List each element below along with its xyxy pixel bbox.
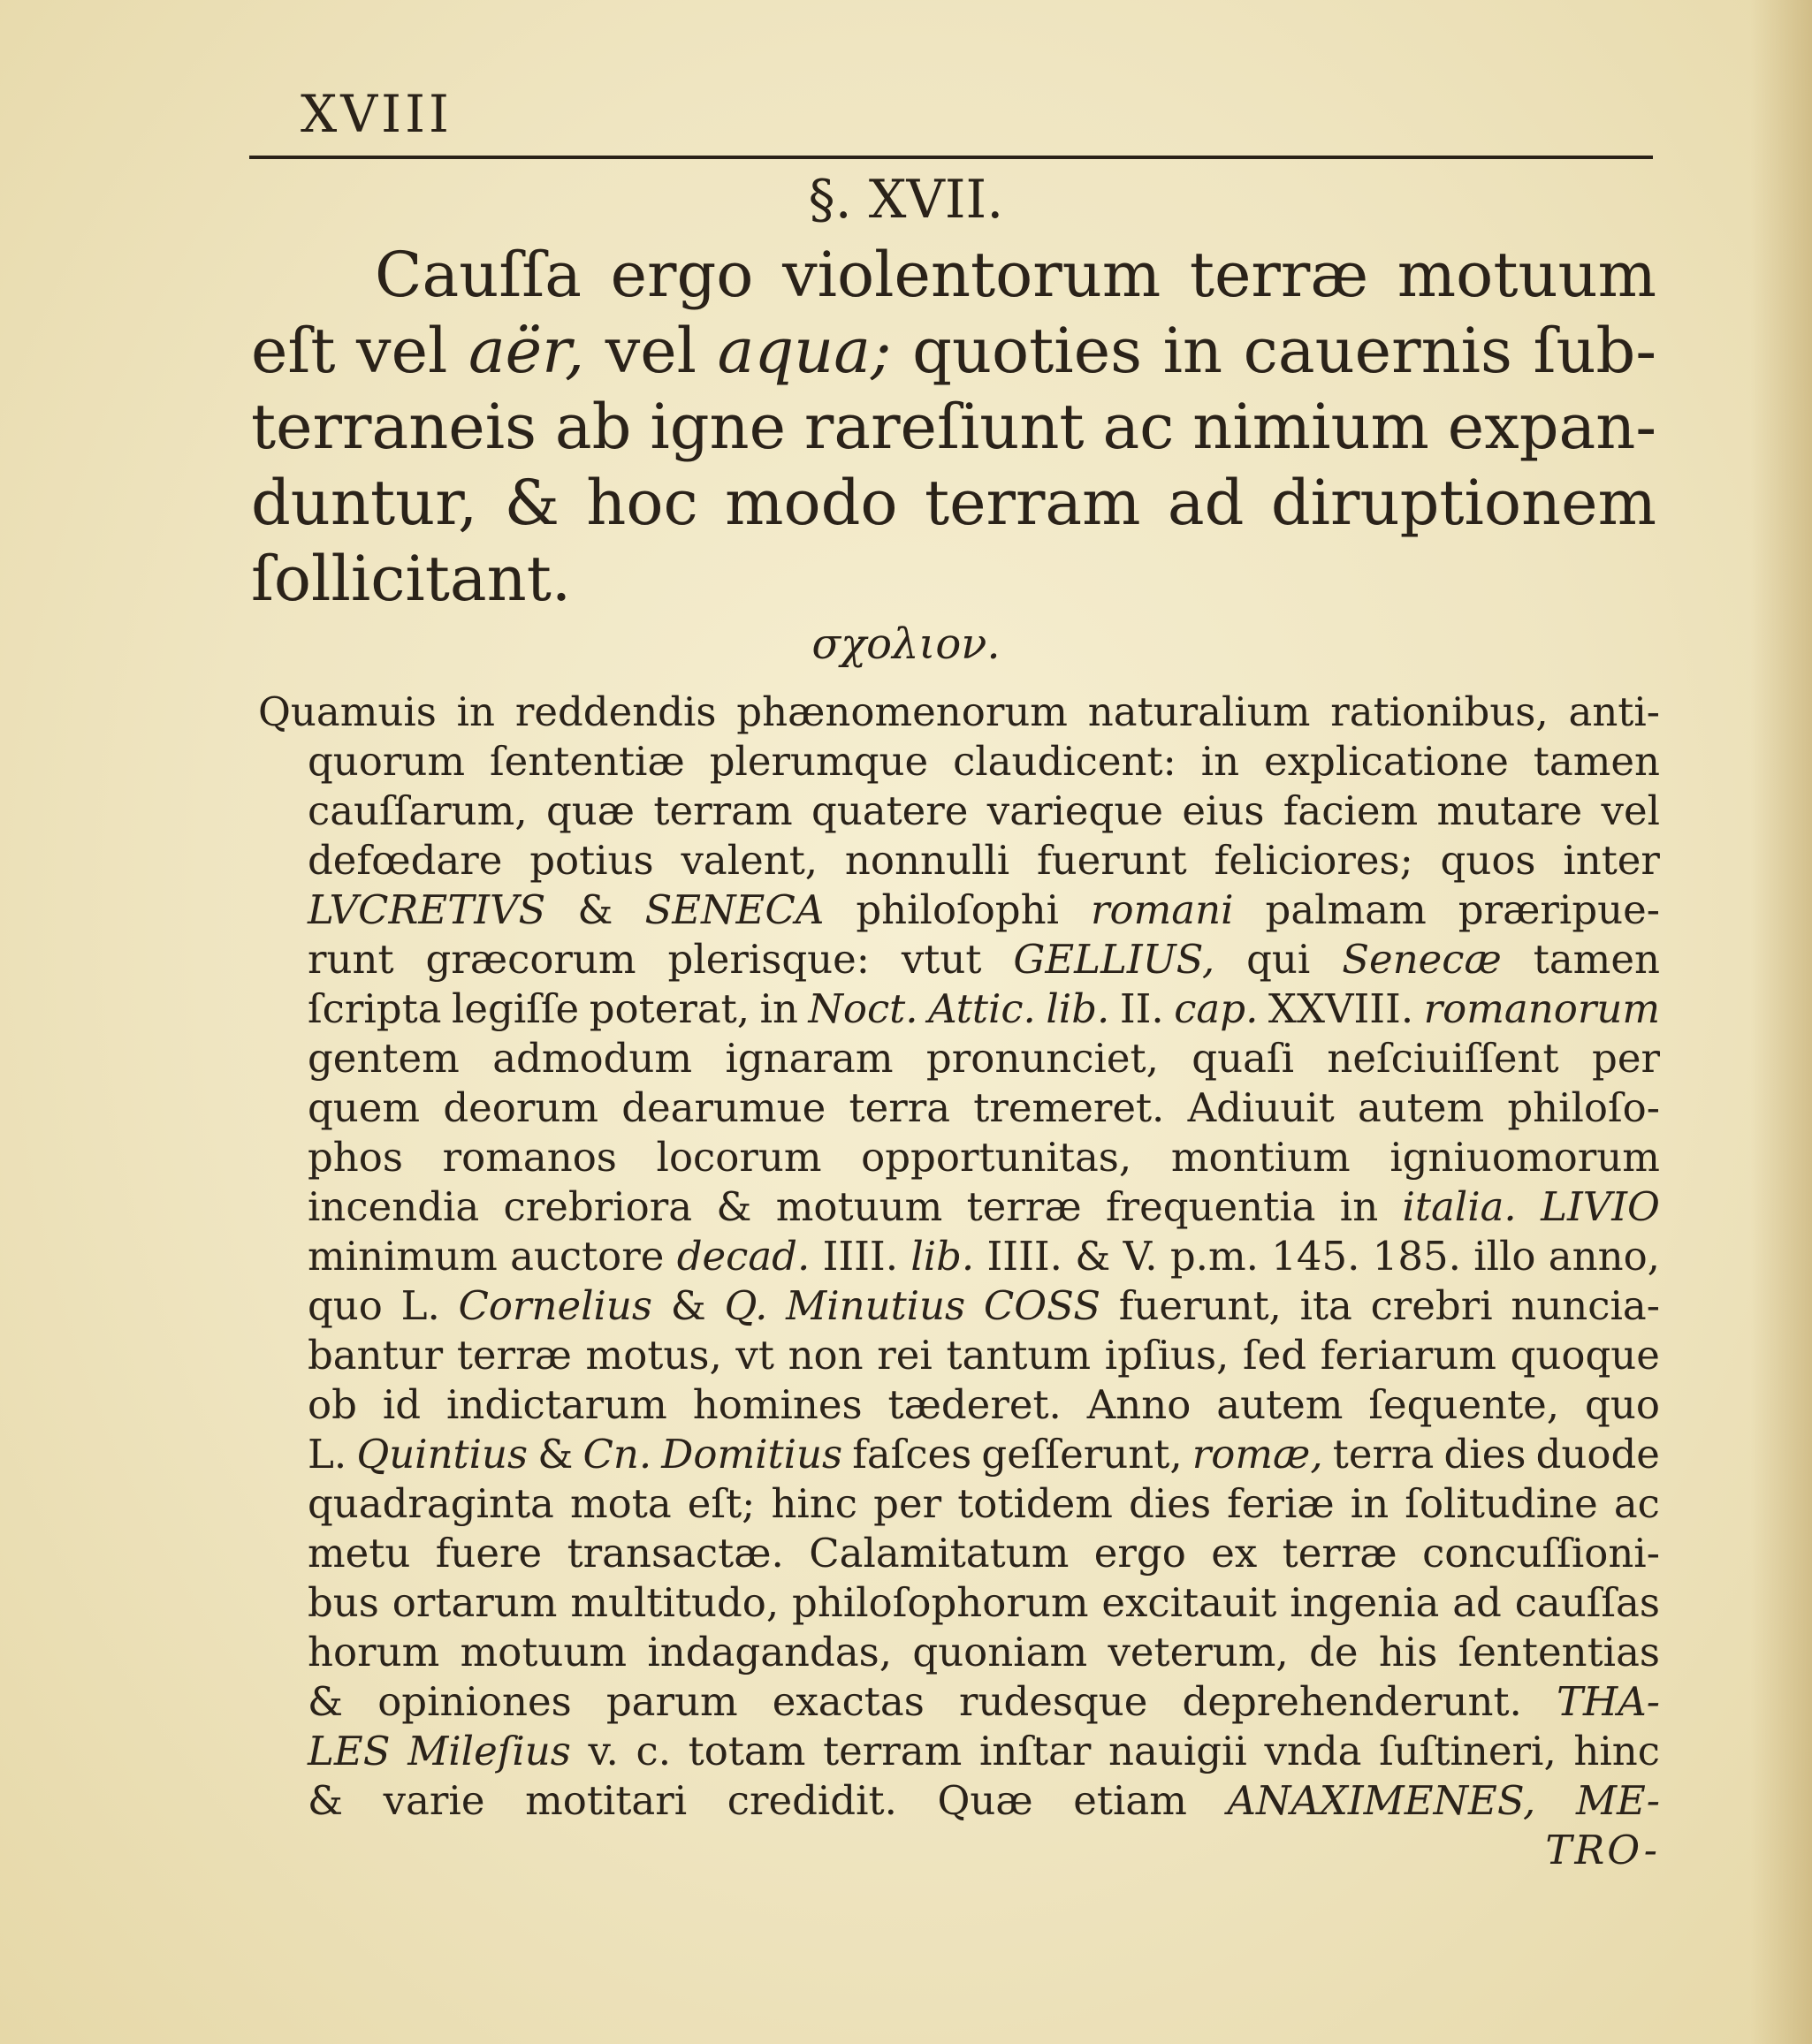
word: quo xyxy=(1585,1381,1660,1428)
word: & xyxy=(308,1777,344,1824)
word: tamen xyxy=(1533,936,1660,983)
word: philoſophi xyxy=(856,886,1059,933)
word: eſt xyxy=(251,315,336,387)
proposition-line xyxy=(251,541,1656,617)
word: terraneis xyxy=(251,391,537,463)
word: gentem xyxy=(308,1035,460,1082)
catchword: TRO- xyxy=(1545,1827,1660,1873)
body-line xyxy=(258,1479,1660,1529)
word: terræ xyxy=(456,1332,572,1379)
word: quoque xyxy=(1510,1332,1660,1379)
italic-word: Minutius xyxy=(786,1282,966,1329)
word: Quæ xyxy=(937,1777,1033,1824)
italic-word: romanorum xyxy=(1423,985,1660,1032)
word: ad xyxy=(1167,467,1245,539)
italic-word: Mileſius xyxy=(407,1728,571,1774)
word: terræ xyxy=(966,1183,1082,1230)
word: præripue- xyxy=(1458,886,1660,933)
word: faſces xyxy=(852,1431,972,1478)
body-line xyxy=(258,1232,1660,1281)
word: crebriora xyxy=(503,1183,693,1230)
word: ergo xyxy=(1093,1530,1186,1577)
word: geſſerunt, xyxy=(981,1431,1183,1478)
word: & xyxy=(308,1678,344,1725)
word: concuſſioni- xyxy=(1422,1530,1660,1577)
italic-word: Domitius xyxy=(661,1431,843,1478)
body-line xyxy=(258,1331,1660,1380)
body-line xyxy=(258,984,1660,1034)
word: vel xyxy=(1601,787,1660,834)
word: illo xyxy=(1473,1233,1536,1280)
word: quos xyxy=(1440,837,1536,884)
word: IIII. xyxy=(986,1233,1062,1280)
word: motuum xyxy=(775,1183,943,1230)
word: crebri xyxy=(1370,1282,1493,1329)
word: quatere xyxy=(811,787,969,834)
word: motus, xyxy=(585,1332,722,1379)
word: deorum xyxy=(443,1084,599,1131)
word: & xyxy=(670,1282,706,1329)
italic-word: Q. xyxy=(724,1282,768,1329)
word: vel xyxy=(605,315,697,387)
word: admodum xyxy=(492,1035,693,1082)
italic-word: romæ, xyxy=(1192,1431,1323,1478)
body-line xyxy=(258,1380,1660,1430)
word: terram xyxy=(924,467,1141,539)
word: & xyxy=(504,467,560,539)
word: fuerunt xyxy=(1036,837,1187,884)
word: defœdare xyxy=(308,837,503,884)
word: ſententias xyxy=(1458,1629,1660,1675)
italic-word: Attic. xyxy=(928,985,1036,1032)
word: in xyxy=(456,688,496,735)
word: 185. xyxy=(1372,1233,1461,1280)
word: inſtar xyxy=(978,1728,1092,1774)
body-line xyxy=(258,1529,1660,1578)
word: non xyxy=(788,1332,864,1379)
word: v. xyxy=(588,1728,619,1774)
word: ſollicitant. xyxy=(251,543,572,615)
word: faciem xyxy=(1283,787,1419,834)
word: II. xyxy=(1119,985,1164,1032)
word: bus xyxy=(308,1579,379,1626)
word: tremeret. xyxy=(973,1084,1165,1131)
word: fuere xyxy=(435,1530,543,1577)
body-line xyxy=(258,935,1660,984)
italic-word: GELLIUS, xyxy=(1013,936,1215,983)
word: p.m. xyxy=(1169,1233,1259,1280)
word: per xyxy=(1592,1035,1660,1082)
word: opportunitas, xyxy=(861,1134,1132,1181)
word: violentorum xyxy=(782,239,1161,311)
proposition-line xyxy=(251,389,1656,465)
word: neſciuiſſent xyxy=(1327,1035,1559,1082)
word: ortarum xyxy=(392,1579,558,1626)
word: terram xyxy=(823,1728,963,1774)
body-line xyxy=(258,1281,1660,1331)
italic-word: Senecæ xyxy=(1342,936,1502,983)
word: & xyxy=(577,886,613,933)
word: quem xyxy=(308,1084,421,1131)
word: igniuomorum xyxy=(1389,1134,1660,1181)
word: vel xyxy=(356,315,448,387)
word: feriarum xyxy=(1320,1332,1496,1379)
word: tæderet. xyxy=(887,1381,1062,1428)
word: nuncia- xyxy=(1511,1282,1660,1329)
word: pronunciet, xyxy=(925,1035,1159,1082)
word: ergo xyxy=(610,239,754,311)
body-line xyxy=(258,1727,1660,1776)
scholion-title: σχολιον. xyxy=(811,619,1001,669)
word: cauernis xyxy=(1243,315,1512,387)
word: valent, xyxy=(681,837,818,884)
proposition-text xyxy=(251,237,1656,617)
word: ab xyxy=(554,391,632,463)
word: terræ xyxy=(1189,239,1369,311)
word: rudesque xyxy=(958,1678,1148,1725)
word: naturalium xyxy=(1087,688,1311,735)
word: feliciores; xyxy=(1214,837,1413,884)
word: in xyxy=(759,985,798,1032)
italic-word: aqua; xyxy=(717,315,892,387)
scholion-body xyxy=(258,688,1660,1875)
word: motitari xyxy=(525,1777,688,1824)
word: & xyxy=(1075,1233,1111,1280)
word: ac xyxy=(1102,391,1175,463)
body-line xyxy=(258,1034,1660,1083)
word: duode xyxy=(1535,1431,1660,1478)
word: in xyxy=(1350,1480,1389,1527)
word: nauigii xyxy=(1108,1728,1247,1774)
italic-word: COSS xyxy=(983,1282,1101,1329)
word: ingenia xyxy=(1290,1579,1440,1626)
word: de xyxy=(1309,1629,1359,1675)
word: montium xyxy=(1170,1134,1351,1181)
body-line xyxy=(258,1182,1660,1232)
word: & xyxy=(537,1431,574,1478)
body-line xyxy=(258,1430,1660,1479)
word: quoniam xyxy=(912,1629,1088,1675)
word: modo xyxy=(725,467,898,539)
word: plerisque: xyxy=(667,936,870,983)
word: tamen xyxy=(1533,738,1660,785)
word: his xyxy=(1378,1629,1438,1675)
italic-word: LES xyxy=(308,1728,391,1774)
word: diruptionem xyxy=(1270,467,1656,539)
body-line xyxy=(258,1133,1660,1182)
word: vnda xyxy=(1264,1728,1362,1774)
word: ſcripta xyxy=(308,985,442,1032)
word: Cauſſa xyxy=(375,239,582,311)
word: exactas xyxy=(772,1678,925,1725)
italic-word: LVCRETIVS xyxy=(308,886,546,933)
word: bantur xyxy=(308,1332,444,1379)
body-line xyxy=(258,1776,1660,1826)
word: quoties xyxy=(912,315,1143,387)
word: fuerunt, xyxy=(1118,1282,1282,1329)
word: Quamuis xyxy=(258,688,437,735)
italic-word: Quintius xyxy=(356,1431,529,1478)
word: potius xyxy=(529,837,654,884)
word: transactæ. xyxy=(567,1530,784,1577)
italic-word: aër, xyxy=(468,315,585,387)
word: legiſſe xyxy=(452,985,580,1032)
word: claudicent: xyxy=(953,738,1176,785)
word: credidit. xyxy=(727,1777,897,1824)
word: L. xyxy=(400,1282,440,1329)
word: terra xyxy=(1332,1431,1435,1478)
word: excitauit xyxy=(1101,1579,1277,1626)
italic-word: Cn. xyxy=(582,1431,652,1478)
italic-word: lib. xyxy=(1046,985,1110,1032)
word: cauſſarum, xyxy=(308,787,528,834)
word: L. xyxy=(308,1431,347,1478)
word: runt xyxy=(308,936,394,983)
word: in xyxy=(1339,1183,1379,1230)
word: XXVIII. xyxy=(1268,985,1414,1032)
word: opiniones xyxy=(377,1678,572,1725)
word: rareſiunt xyxy=(803,391,1085,463)
word: Anno xyxy=(1086,1381,1192,1428)
word: ſuſtineri, xyxy=(1379,1728,1557,1774)
word: tantum xyxy=(946,1332,1092,1379)
word: philoſo- xyxy=(1507,1084,1660,1131)
word: ſolitudine xyxy=(1405,1480,1598,1527)
word: explicatione xyxy=(1264,738,1509,785)
word: deprehenderunt. xyxy=(1182,1678,1522,1725)
word: anno, xyxy=(1548,1233,1660,1280)
italic-word: italia. xyxy=(1402,1183,1517,1230)
word: expan- xyxy=(1447,391,1656,463)
word: parum xyxy=(605,1678,738,1725)
word: philoſophorum xyxy=(792,1579,1089,1626)
page-number: XVIII xyxy=(301,84,453,144)
word: varie xyxy=(383,1777,485,1824)
word: locorum xyxy=(656,1134,822,1181)
word: per xyxy=(873,1480,942,1527)
word: nimium xyxy=(1192,391,1429,463)
word: terræ xyxy=(1282,1530,1397,1577)
word: Calamitatum xyxy=(809,1530,1070,1577)
word: ad xyxy=(1452,1579,1502,1626)
body-line xyxy=(258,836,1660,885)
body-line xyxy=(258,1578,1660,1628)
word: autem xyxy=(1216,1381,1344,1428)
word: hoc xyxy=(586,467,698,539)
word: feriæ xyxy=(1227,1480,1335,1527)
body-lines xyxy=(258,688,1660,1826)
word: palmam xyxy=(1265,886,1427,933)
word: ob xyxy=(308,1381,357,1428)
word: ſententiæ xyxy=(490,738,685,785)
italic-word: Cornelius xyxy=(458,1282,652,1329)
word: plerumque xyxy=(709,738,929,785)
italic-word: lib. xyxy=(910,1233,975,1280)
word: inter xyxy=(1563,837,1660,884)
word: hinc xyxy=(771,1480,858,1527)
word: anti- xyxy=(1568,688,1660,735)
italic-word: SENECA xyxy=(644,886,825,933)
word: ſub- xyxy=(1533,315,1656,387)
word: poterat, xyxy=(589,985,750,1032)
body-line xyxy=(258,1628,1660,1677)
word: motuum xyxy=(460,1629,628,1675)
italic-word: cap. xyxy=(1174,985,1259,1032)
word: græcorum xyxy=(425,936,636,983)
word: terra xyxy=(849,1084,951,1131)
word: Adiuuit xyxy=(1187,1084,1335,1131)
proposition-line xyxy=(251,465,1656,541)
word: veterum, xyxy=(1108,1629,1289,1675)
body-line xyxy=(258,1083,1660,1133)
body-line xyxy=(258,885,1660,935)
word: quo xyxy=(308,1282,383,1329)
word: rationibus, xyxy=(1330,688,1549,735)
word: phænomenorum xyxy=(736,688,1068,735)
word: terram xyxy=(653,787,793,834)
italic-word: decad. xyxy=(676,1233,811,1280)
word: igne xyxy=(650,391,787,463)
word: mota xyxy=(569,1480,672,1527)
body-line xyxy=(258,737,1660,786)
italic-word: ANAXIMENES, xyxy=(1227,1777,1536,1824)
word: rei xyxy=(877,1332,933,1379)
word: vtut xyxy=(901,936,982,983)
word: multitudo, xyxy=(570,1579,780,1626)
word: eius xyxy=(1182,787,1265,834)
word: qui xyxy=(1246,936,1311,983)
word: phos xyxy=(308,1134,403,1181)
body-line xyxy=(258,688,1660,737)
word: id xyxy=(382,1381,422,1428)
word: motuum xyxy=(1397,239,1656,311)
word: quaſi xyxy=(1192,1035,1294,1082)
word: 145. xyxy=(1271,1233,1360,1280)
word: ipſius, xyxy=(1104,1332,1230,1379)
word: indictarum xyxy=(445,1381,667,1428)
word: autem xyxy=(1357,1084,1485,1131)
word: ſequente, xyxy=(1368,1381,1560,1428)
word: metu xyxy=(308,1530,411,1577)
section-heading: §. XVII. xyxy=(808,169,1004,231)
word: cauſſas xyxy=(1514,1579,1660,1626)
word: indagandas, xyxy=(647,1629,893,1675)
word: totam xyxy=(688,1728,806,1774)
word: ac xyxy=(1613,1480,1660,1527)
word: totidem xyxy=(957,1480,1113,1527)
word: homines xyxy=(692,1381,863,1428)
proposition-line xyxy=(251,237,1656,313)
word: dies xyxy=(1443,1431,1526,1478)
italic-word: THA- xyxy=(1556,1678,1660,1725)
italic-word: ME- xyxy=(1575,1777,1660,1824)
italic-word: LIVIO xyxy=(1541,1183,1660,1230)
word: & xyxy=(716,1183,752,1230)
word: auctore xyxy=(510,1233,665,1280)
word: horum xyxy=(308,1629,440,1675)
word: in xyxy=(1200,738,1240,785)
word: quorum xyxy=(308,738,466,785)
word: romanos xyxy=(442,1134,617,1181)
word: ex xyxy=(1211,1530,1258,1577)
word: reddendis xyxy=(514,688,717,735)
proposition-line xyxy=(251,313,1656,389)
word: ignaram xyxy=(725,1035,894,1082)
body-line xyxy=(258,1677,1660,1727)
word: ſed xyxy=(1243,1332,1307,1379)
word: eſt; xyxy=(687,1480,756,1527)
word: dearumue xyxy=(621,1084,826,1131)
italic-word: Noct. xyxy=(808,985,918,1032)
word: incendia xyxy=(308,1183,480,1230)
word: IIII. xyxy=(822,1233,899,1280)
word: varieque xyxy=(986,787,1163,834)
word: c. xyxy=(636,1728,672,1774)
word: vt xyxy=(735,1332,774,1379)
word: hinc xyxy=(1573,1728,1660,1774)
word: minimum xyxy=(308,1233,498,1280)
word: V. xyxy=(1123,1233,1158,1280)
word: quadraginta xyxy=(308,1480,554,1527)
header-rule xyxy=(249,156,1653,159)
word: quæ xyxy=(545,787,636,834)
word: nonnulli xyxy=(844,837,1010,884)
word: ita xyxy=(1299,1282,1352,1329)
word: mutare xyxy=(1436,787,1583,834)
word: duntur, xyxy=(251,467,478,539)
word: dies xyxy=(1129,1480,1212,1527)
word: frequentia xyxy=(1105,1183,1316,1230)
italic-word: romani xyxy=(1091,886,1234,933)
body-line xyxy=(258,786,1660,836)
word: in xyxy=(1162,315,1223,387)
word: etiam xyxy=(1073,1777,1187,1824)
